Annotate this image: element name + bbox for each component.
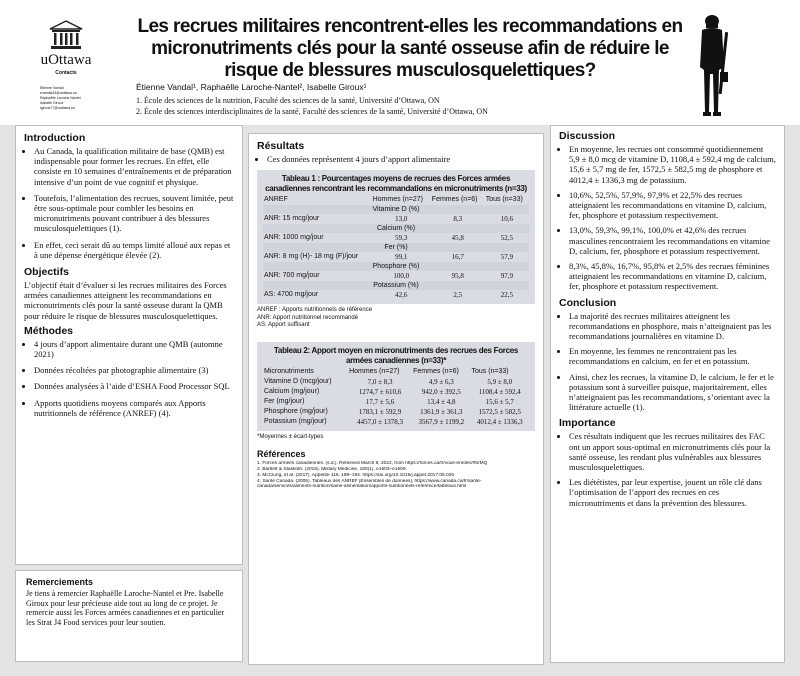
cell: 59,3 <box>395 234 408 243</box>
row-label: AS: 4700 mg/jour <box>264 291 319 299</box>
cell: 1361,9 ± 361,3 <box>420 407 463 416</box>
group-header: Calcium (%) <box>263 224 529 233</box>
results-panel <box>248 133 544 665</box>
group-header: Fer (%) <box>263 243 529 252</box>
list-item: • Toutefois, l’alimentation des recrues, souvent limitée, peut être sous-optimale pour combler les besoins en micronutriments pouvant contribuer à des blessures musculosquelettiques (1). <box>34 193 234 234</box>
cell: 99,1 <box>395 253 408 262</box>
discussion-list <box>559 144 776 292</box>
intro-list <box>24 146 234 260</box>
contact-line[interactable]: evandal43@uottawa.ca <box>40 91 77 95</box>
column-header: ANREF <box>264 196 288 204</box>
table-1-title: Tableau 1 : Pourcentages moyens de recrues des Forces armées canadiennes rencontrant les recommandations en micronutriments (n=33) <box>265 174 527 194</box>
list-item: • Données analysées à l’aide d’ESHA Food Processor SQL <box>34 381 234 391</box>
university-logo <box>36 20 96 76</box>
cell: 4012,4 ± 1336,3 <box>476 417 523 426</box>
column-header: Femmes (n=6) <box>431 196 478 204</box>
objectives-heading: Objectifs <box>24 266 69 279</box>
results-heading: Résultats <box>257 140 305 152</box>
right-panel <box>550 125 785 663</box>
poster-header <box>0 0 800 125</box>
column-header: Tous (n=33) <box>485 196 523 204</box>
table-2-grid <box>263 366 529 427</box>
table-2-note: *Moyennes ± écart-types <box>257 433 324 440</box>
cell: 2,5 <box>453 291 463 300</box>
cell: 1783,1 ± 592,9 <box>358 407 402 416</box>
cell: 4,9 ± 6,3 <box>428 377 454 386</box>
references-heading: Références <box>257 449 306 460</box>
table-row <box>263 290 529 300</box>
column-header: Hommes (n=27) <box>372 196 423 204</box>
row-label: ANR: 8 mg (H)- 18 mg (F)/jour <box>264 253 359 261</box>
objectives-text: L’objectif était d’évaluer si les recrues militaires des Forces armées canadiennes atteignent les recommandations en micronutriments clés pour la santé osseuse durant la QMB pour réduire le risque de blessures musculosquelettiques. <box>24 280 227 321</box>
cell: 7,0 ± 8,3 <box>367 377 393 386</box>
group-header: Phosphore (%) <box>263 262 529 271</box>
reference-line: 1. Forces armées canadiennes. (s.d.). Retrieved March 8, 2022, from https://forces.ca/fr/vous-enroler/#brMQ <box>257 461 488 467</box>
reference-line: 2. Bartlett & Staskoth. (2015). Military Medicine, 180(1), e1603–e1609. <box>257 467 407 472</box>
note-line: AS: Apport suffisant <box>257 322 310 329</box>
authors: Étienne Vandal¹, Raphaëlle Laroche-Nantel², Isabelle Giroux¹ <box>136 82 367 92</box>
table-row <box>263 377 529 387</box>
column-header: Tous (n=33) <box>471 367 509 375</box>
contacts-list <box>40 86 81 111</box>
group-header: Potassium (%) <box>263 281 529 290</box>
table-row <box>263 271 529 281</box>
cell: 45,8 <box>451 234 464 243</box>
list-item: • 8,3%, 45,8%, 16,7%, 95,8% et 2,5% des recrues féminines atteignaient les recommandations en vitamine D, calcium, fer, phosphore et potassium respectivement. <box>569 261 776 292</box>
importance-heading: Importance <box>559 417 616 430</box>
table-1-notes <box>257 307 535 330</box>
row-label: Phosphore (mg/jour) <box>264 407 328 415</box>
ack-heading: Remerciements <box>26 577 94 587</box>
cell: 15,6 ± 5,7 <box>485 397 514 406</box>
table-row <box>263 252 529 262</box>
list-item: • En effet, ceci serait dû au temps limité alloué aux repas et à une dépense énergétique élevée (2). <box>34 240 234 260</box>
soldier-silhouette-icon <box>690 12 740 122</box>
affiliation-line: 2. École des sciences interdisciplinaires de la santé, Faculté des sciences de la santé, Université d’Ottawa, ON <box>136 107 488 116</box>
cell: 10,6 <box>500 215 513 224</box>
column-header: Micronutriments <box>264 367 314 375</box>
conclusion-list <box>559 311 776 413</box>
contact-line: Raphaëlle Laroche-Nantel <box>40 96 81 100</box>
row-label: ANR: 700 mg/jour <box>264 272 320 280</box>
table-1-grid <box>263 194 529 300</box>
list-item: • En moyenne, les femmes ne rencontraient pas les recommandations en calcium, en fer et en potassium. <box>569 346 776 366</box>
cell: 1572,5 ± 582,5 <box>478 407 521 416</box>
table-1 <box>257 170 535 304</box>
left-panel <box>15 125 243 565</box>
cell: 1108,4 ± 592,4 <box>478 387 521 396</box>
cell: 97,9 <box>500 272 513 281</box>
cell: 942,0 ± 392,5 <box>421 387 461 396</box>
row-label: Calcium (mg/jour) <box>264 387 320 395</box>
list-item: • La majorité des recrues militaires atteignent les recommandations en phosphore, mais n’atteignaient pas les recommandations journalières en vitamine D. <box>569 311 776 342</box>
reference-line: 4. Santé Canada. (2005). Tableaux des ANREF [Ensembles de données]. https://www.canada.ca/fr/sante- <box>257 478 482 484</box>
methods-heading: Méthodes <box>24 324 74 337</box>
methods-list <box>24 339 234 418</box>
list-item: • 10,6%, 52,5%, 57,9%, 97,9% et 22,5% des recrues atteignaient les recommandations en vitamine D, calcium, fer, phosphore et potassium respectivement. <box>569 190 776 221</box>
reference-line: 3. McClung, et al. (2017). Appetite 116, 189–194. https://doi.org/10.1016/j.appet.2017.05.025 <box>257 472 454 478</box>
cell: 100,0 <box>393 272 410 281</box>
table-2 <box>257 342 535 431</box>
row-label: ANR: 15 mcg/jour <box>264 215 320 223</box>
conclusion-heading: Conclusion <box>559 296 617 309</box>
cell: 5,9 ± 8,0 <box>487 377 513 386</box>
table-2-title: Tableau 2: Apport moyen en micronutriments des recrues des Forces armées canadiennes (n=33)* <box>273 345 519 365</box>
list-item: • Ces résultats indiquent que les recrues militaires des FAC ont un apport sous-optimal en micronutriments clés pour la santé osseuse, les rendant plus vulnérables aux blessures musculosquelettiques. <box>569 431 776 472</box>
cell: 52,5 <box>500 234 513 243</box>
list-item: • Données récoltées par photographie alimentaire (3) <box>34 365 234 375</box>
note-line: ANREF : Apports nutritionnels de référence <box>257 307 373 314</box>
results-list <box>257 154 535 164</box>
contact-line: Isabelle Giroux <box>40 101 64 105</box>
column-header: Hommes (n=27) <box>349 367 400 375</box>
acknowledgements-panel <box>15 570 243 662</box>
group-header: Vitamine D (%) <box>263 205 529 214</box>
intro-heading: Introduction <box>24 132 86 144</box>
table-row <box>263 397 529 407</box>
note-line: ANR: Apport nutritionnel recommandé <box>257 314 359 321</box>
list-item: • Apports quotidiens moyens comparés aux Apports nutritionnels de référence (ANREF) (4). <box>34 398 234 418</box>
cell: 95,8 <box>451 272 464 281</box>
cell: 1274,7 ± 610,6 <box>358 387 402 396</box>
table-row <box>263 214 529 224</box>
references-list <box>257 461 535 490</box>
contact-line: Étienne Vandal <box>40 86 64 90</box>
column-header: Femmes (n=6) <box>413 367 459 375</box>
cell: 3567,9 ± 1199,2 <box>418 417 465 426</box>
poster-title: Les recrues militaires rencontrent-elles les recommandations en micronutriments clés pour la santé osseuse afin de réduire le risque de blessures musculosquelettiques? <box>137 16 683 81</box>
list-item: • 13,0%, 59,3%, 99,1%, 100,0% et 42,6% des recrues masculines rencontraient les recommandations en vitamine D, calcium, fer, phosphore et potassium respectivement. <box>569 225 776 256</box>
discussion-heading: Discussion <box>559 130 616 142</box>
logo-text: uOttawa <box>40 52 92 68</box>
table-row <box>263 233 529 243</box>
cell: 42,6 <box>395 291 408 300</box>
cell: 8,3 <box>453 215 463 224</box>
row-label: Fer (mg/jour) <box>264 397 305 405</box>
row-label: Potassium (mg/jour) <box>264 417 327 425</box>
cell: 17,7 ± 5,6 <box>365 397 395 406</box>
importance-list <box>559 431 776 507</box>
list-item: • Ces données représentent 4 jours d’apport alimentaire <box>267 154 535 164</box>
cell: 57,9 <box>500 253 513 262</box>
affiliation-line: 1. École des sciences de la nutrition, Faculté des sciences de la santé, Université d’Ottawa, ON <box>136 96 440 105</box>
cell: 22,5 <box>500 291 513 300</box>
table-row <box>263 387 529 397</box>
list-item: • En moyenne, les recrues ont consommé quotidiennement 5,9 ± 8,0 mcg de vitamine D, 1108,4 ± 592,4 mg de calcium, 15,6 ± 5,7 mg de fer, 1572,5 ± 582,5 mg de phosphore et 4012,4 ± 1336,3 mg de potassium. <box>569 144 776 185</box>
table-row <box>263 417 529 427</box>
affiliations <box>136 95 488 117</box>
row-label: Vitamine D (mcg/jour) <box>264 377 332 385</box>
list-item: • 4 jours d’apport alimentaire durant une QMB (automne 2021) <box>34 339 234 359</box>
ack-text: Je tiens à remercier Raphaëlle Laroche-Nantel et Pre. Isabelle Giroux pour leur précieuse aide tout au long de ce projet. Je remercie aussi les Forces armées canadiennes et en particulier les Strat J4 Food services pour leur soutien. <box>26 589 225 627</box>
cell: 4457,0 ± 1378,3 <box>357 417 404 426</box>
list-item: • Les diététistes, par leur expertise, jouent un rôle clé dans l’optimisation de l’apport des recrues en ces micronutriments et dans la prévention des blessures. <box>569 477 776 508</box>
table-row <box>263 407 529 417</box>
row-label: ANR: 1000 mg/jour <box>264 234 324 242</box>
reference-line: canada/services/aliments-nutrition/saine-alimentation/apports-nutritionnels-reference/tableaux.html <box>257 484 467 490</box>
list-item: • Au Canada, la qualification militaire de base (QMB) est indispensable pour former les recrues. En effet, elle consiste en 10 semaines d’entraînements et de préparation intensive d’un point de vue cognitif et physique. <box>34 146 234 187</box>
cell: 16,7 <box>451 253 464 262</box>
cell: 13,0 <box>395 215 408 224</box>
building-icon <box>49 20 83 50</box>
contact-line[interactable]: igiroux77@uottawa.ca <box>40 106 75 110</box>
cell: 13,4 ± 4,8 <box>427 397 456 406</box>
contacts-label: Contacts <box>55 70 77 76</box>
list-item: • Ainsi, chez les recrues, la vitamine D, le calcium, le fer et le potassium sont à surveiller puisque, majoritairement, elles n’atteignaient pas les recommandations, s’orientant avec la littérature actuelle (1). <box>569 372 776 413</box>
